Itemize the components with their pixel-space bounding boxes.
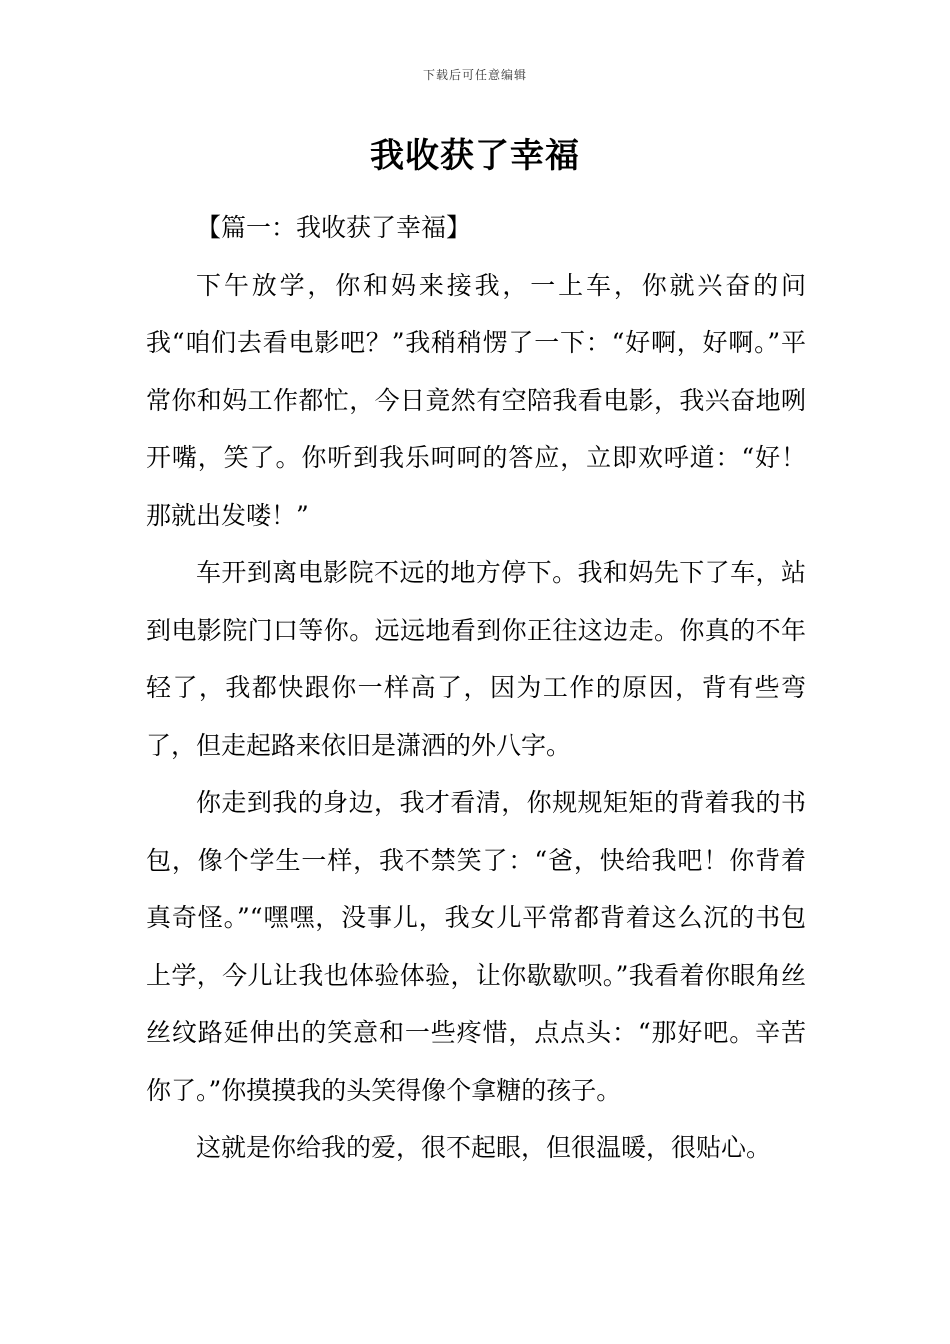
- section-heading: 【篇一：我收获了幸福】: [196, 213, 472, 242]
- body-paragraph-2: 车开到离电影院不远的地方停下。我和妈先下了车，站到电影院门口等你。远远地看到你正往这边走。你真的不年轻了，我都快跟你一样高了，因为工作的原因，背有些弯了，但走起路来依旧是潇洒的外八字。: [146, 558, 806, 760]
- document-body: [146, 199, 806, 1177]
- body-paragraph-3: 你走到我的身边，我才看清，你规规矩矩的背着我的书包，像个学生一样，我不禁笑了：“爸，快给我吧！你背着真奇怪。”“嘿嘿，没事儿，我女儿平常都背着这么沉的书包上学，今儿让我也体验体验，让你歇歇呗。”我看着你眼角丝丝纹路延伸出的笑意和一些疼惜，点点头：“那好吧。辛苦你了。”你摸摸我的头笑得像个拿糖的孩子。: [146, 788, 806, 1105]
- body-paragraph-1: 下午放学，你和妈来接我，一上车，你就兴奋的问我“咱们去看电影吧？”我稍稍愣了一下：“好啊，好啊。”平常你和妈工作都忙，今日竟然有空陪我看电影，我兴奋地咧开嘴，笑了。你听到我乐呵呵的答应，立即欢呼道：“好！那就出发喽！”: [146, 270, 806, 530]
- header-note: 下载后可任意编辑: [422, 68, 527, 82]
- document-title: 我收获了幸福: [370, 136, 580, 176]
- body-paragraph-4: 这就是你给我的爱，很不起眼，但很温暖，很贴心。: [196, 1133, 772, 1162]
